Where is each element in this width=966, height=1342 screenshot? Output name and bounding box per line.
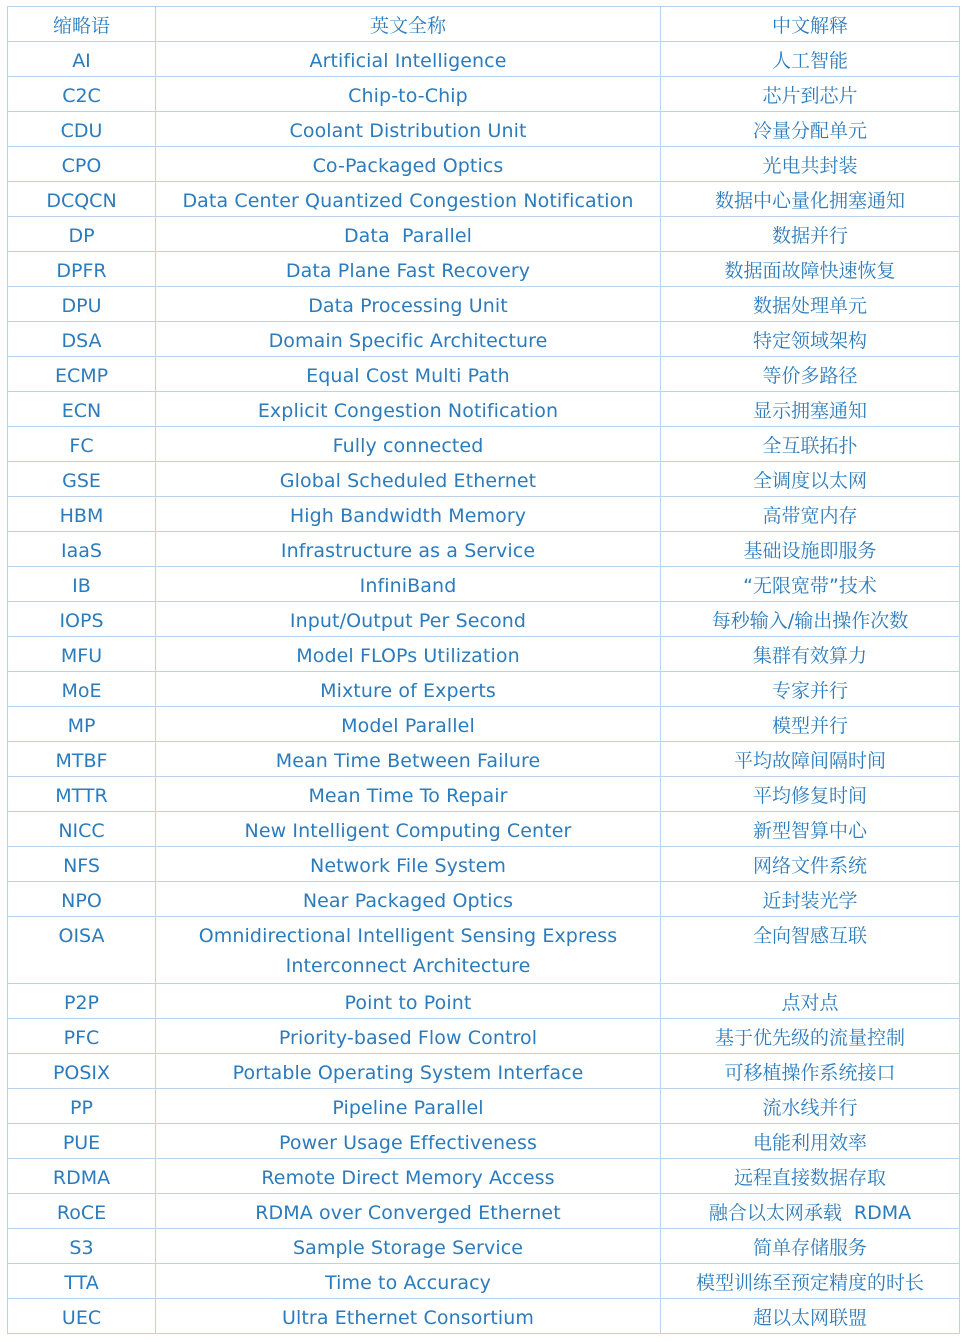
chinese-cell: 模型并行 [661,707,960,742]
abbr-cell: MFU [8,637,156,672]
chinese-cell: 冷量分配单元 [661,112,960,147]
chinese-cell: 专家并行 [661,672,960,707]
english-cell: Remote Direct Memory Access [156,1159,661,1194]
abbr-cell: DCQCN [8,182,156,217]
table-row [8,357,960,392]
table-row [8,1194,960,1229]
table-row [8,882,960,917]
table-row [8,252,960,287]
chinese-cell: 平均故障间隔时间 [661,742,960,777]
abbr-cell: POSIX [8,1054,156,1089]
english-cell: Equal Cost Multi Path [156,357,661,392]
table-row [8,1124,960,1159]
chinese-cell: 点对点 [661,984,960,1019]
chinese-cell: 简单存储服务 [661,1229,960,1264]
chinese-cell: 电能利用效率 [661,1124,960,1159]
english-cell: Model Parallel [156,707,661,742]
table-row [8,567,960,602]
table-row [8,777,960,812]
abbr-cell: P2P [8,984,156,1019]
english-cell: Sample Storage Service [156,1229,661,1264]
chinese-cell: 平均修复时间 [661,777,960,812]
abbr-cell: IOPS [8,602,156,637]
table-row [8,917,960,984]
abbr-cell: C2C [8,77,156,112]
abbr-cell: DPFR [8,252,156,287]
table-row [8,1264,960,1299]
english-cell: InfiniBand [156,567,661,602]
table-row [8,392,960,427]
english-cell: Explicit Congestion Notification [156,392,661,427]
abbr-cell: CDU [8,112,156,147]
table-row [8,1089,960,1124]
chinese-cell: 网络文件系统 [661,847,960,882]
chinese-cell: 集群有效算力 [661,637,960,672]
abbr-cell: RoCE [8,1194,156,1229]
table-row [8,322,960,357]
english-cell: Fully connected [156,427,661,462]
table-row [8,742,960,777]
english-cell: Portable Operating System Interface [156,1054,661,1089]
english-cell: Ultra Ethernet Consortium [156,1299,661,1334]
english-cell: Artificial Intelligence [156,42,661,77]
english-cell: RDMA over Converged Ethernet [156,1194,661,1229]
table-row [8,532,960,567]
abbr-cell: IB [8,567,156,602]
chinese-cell: 新型智算中心 [661,812,960,847]
abbr-cell: TTA [8,1264,156,1299]
english-cell: Data Center Quantized Congestion Notification [156,182,661,217]
table-row [8,112,960,147]
table-row [8,182,960,217]
chinese-cell: 特定领域架构 [661,322,960,357]
chinese-cell: 高带宽内存 [661,497,960,532]
abbr-cell: GSE [8,462,156,497]
chinese-cell: 模型训练至预定精度的时长 [661,1264,960,1299]
chinese-cell: 数据并行 [661,217,960,252]
english-cell: Near Packaged Optics [156,882,661,917]
english-cell: Point to Point [156,984,661,1019]
english-cell: Domain Specific Architecture [156,322,661,357]
chinese-cell: 近封装光学 [661,882,960,917]
english-cell: Omnidirectional Intelligent Sensing Express Interconnect Architecture [156,917,661,984]
table-row [8,812,960,847]
table-row [8,672,960,707]
table-header-row [8,7,960,42]
table-row [8,497,960,532]
english-cell: Co-Packaged Optics [156,147,661,182]
abbreviation-table [7,6,960,1334]
table-row [8,1229,960,1264]
table-row [8,602,960,637]
english-cell: Chip-to-Chip [156,77,661,112]
chinese-cell: 超以太网联盟 [661,1299,960,1334]
english-cell: Data Plane Fast Recovery [156,252,661,287]
chinese-cell: 基础设施即服务 [661,532,960,567]
chinese-cell: 可移植操作系统接口 [661,1054,960,1089]
abbr-cell: IaaS [8,532,156,567]
chinese-cell: 远程直接数据存取 [661,1159,960,1194]
chinese-cell: “无限宽带”技术 [661,567,960,602]
abbr-cell: ECMP [8,357,156,392]
abbr-cell: FC [8,427,156,462]
abbr-cell: MTBF [8,742,156,777]
header-abbreviation: 缩略语 [8,7,156,42]
chinese-cell: 全向智感互联 [661,917,960,984]
table-row [8,462,960,497]
english-cell: High Bandwidth Memory [156,497,661,532]
abbr-cell: UEC [8,1299,156,1334]
english-cell: Infrastructure as a Service [156,532,661,567]
table-row [8,147,960,182]
english-cell: Power Usage Effectiveness [156,1124,661,1159]
chinese-cell: 每秒输入/输出操作次数 [661,602,960,637]
english-cell: New Intelligent Computing Center [156,812,661,847]
abbr-cell: MoE [8,672,156,707]
table-row [8,984,960,1019]
english-cell: Data Processing Unit [156,287,661,322]
english-cell: Network File System [156,847,661,882]
abbr-cell: OISA [8,917,156,984]
english-cell: Priority-based Flow Control [156,1019,661,1054]
table-row [8,1159,960,1194]
table-row [8,707,960,742]
english-cell: Coolant Distribution Unit [156,112,661,147]
table-row [8,1019,960,1054]
abbr-cell: CPO [8,147,156,182]
english-cell: Input/Output Per Second [156,602,661,637]
table-row [8,217,960,252]
chinese-cell: 等价多路径 [661,357,960,392]
english-cell: Global Scheduled Ethernet [156,462,661,497]
abbr-cell: DPU [8,287,156,322]
chinese-cell: 光电共封装 [661,147,960,182]
header-chinese-explanation: 中文解释 [661,7,960,42]
table-row [8,77,960,112]
english-cell: Mean Time Between Failure [156,742,661,777]
english-cell: Mixture of Experts [156,672,661,707]
abbr-cell: DSA [8,322,156,357]
table-row [8,1054,960,1089]
abbr-cell: RDMA [8,1159,156,1194]
abbr-cell: PFC [8,1019,156,1054]
english-cell: Time to Accuracy [156,1264,661,1299]
chinese-cell: 人工智能 [661,42,960,77]
chinese-cell: 流水线并行 [661,1089,960,1124]
abbr-cell: S3 [8,1229,156,1264]
table-row [8,427,960,462]
chinese-cell: 显示拥塞通知 [661,392,960,427]
chinese-cell: 全调度以太网 [661,462,960,497]
header-english-full-name: 英文全称 [156,7,661,42]
abbr-cell: NPO [8,882,156,917]
english-cell: Model FLOPs Utilization [156,637,661,672]
abbr-cell: NICC [8,812,156,847]
abbr-cell: ECN [8,392,156,427]
table-row [8,637,960,672]
abbr-cell: HBM [8,497,156,532]
abbr-cell: DP [8,217,156,252]
table-row [8,847,960,882]
chinese-cell: 全互联拓扑 [661,427,960,462]
abbr-cell: AI [8,42,156,77]
english-cell: Pipeline Parallel [156,1089,661,1124]
chinese-cell: 数据处理单元 [661,287,960,322]
abbr-cell: NFS [8,847,156,882]
chinese-cell: 基于优先级的流量控制 [661,1019,960,1054]
chinese-cell: 数据面故障快速恢复 [661,252,960,287]
chinese-cell: 芯片到芯片 [661,77,960,112]
chinese-cell: 数据中心量化拥塞通知 [661,182,960,217]
abbr-cell: PP [8,1089,156,1124]
abbreviation-table-container [7,6,959,1334]
table-row [8,1299,960,1334]
table-row [8,287,960,322]
chinese-cell: 融合以太网承载 RDMA [661,1194,960,1229]
english-cell: Data Parallel [156,217,661,252]
abbr-cell: MTTR [8,777,156,812]
english-cell: Mean Time To Repair [156,777,661,812]
table-row [8,42,960,77]
abbr-cell: MP [8,707,156,742]
abbr-cell: PUE [8,1124,156,1159]
